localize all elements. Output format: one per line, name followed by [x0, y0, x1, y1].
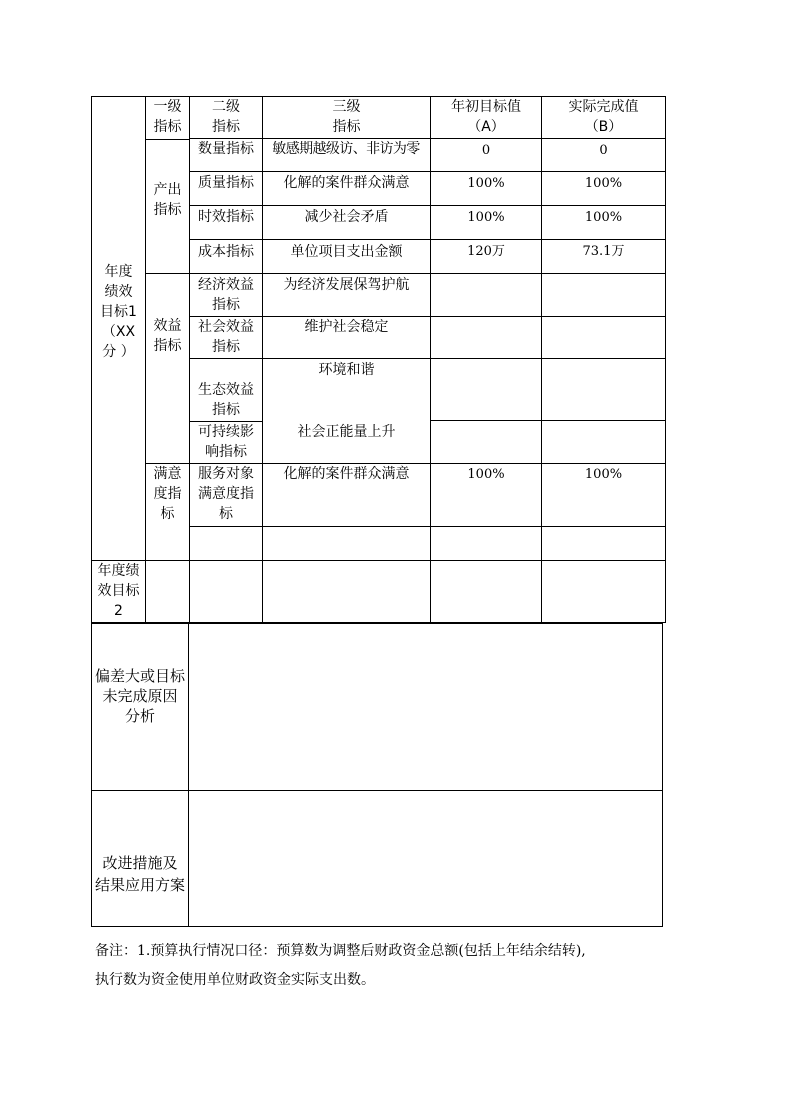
benefit-row-l3: 为经济发展保驾护航 [283, 277, 410, 293]
output-row-target: 0 [481, 143, 491, 158]
output-row-l2: 时效指标 [198, 209, 254, 225]
note-line-2: 执行数为资金使用单位财政资金实际支出数。 [95, 972, 375, 988]
goal2-label: 年度绩 效目标 2 [97, 563, 140, 619]
output-row-target: 100% [467, 210, 505, 225]
row-line [145, 139, 189, 140]
satisfaction-row-l2: 服务对象 满意度指 标 [198, 466, 254, 522]
note-line-1: 备注：1.预算执行情况口径：预算数为调整后财政资金总额(包括上年结余结转), [95, 943, 586, 959]
improvement-content [189, 791, 662, 926]
lower-col-line [662, 623, 663, 927]
output-row-l3: 敏感期越级访、非访为零 [272, 141, 420, 157]
col-line [665, 96, 666, 623]
header-level1: 一级 指标 [153, 99, 182, 135]
header-level3: 三级 指标 [332, 99, 361, 135]
output-row-l3: 化解的案件群众满意 [283, 175, 410, 191]
satisfaction-category-label: 满意 度指 标 [153, 466, 182, 522]
row-line [91, 560, 666, 561]
row-line [189, 239, 666, 240]
output-row-l3: 单位项目支出金额 [290, 244, 403, 260]
header-level2: 二级 指标 [212, 99, 240, 135]
output-row-l2: 数量指标 [198, 141, 254, 157]
benefit-row-l2: 生态效益 指标 [198, 382, 254, 418]
output-row-l2: 成本指标 [198, 244, 254, 260]
row-line [189, 171, 666, 172]
row-line [189, 526, 666, 527]
satisfaction-row-target: 100% [467, 467, 505, 482]
row-line [430, 420, 666, 421]
output-row-l2: 质量指标 [198, 175, 254, 191]
output-row-target: 120万 [467, 244, 505, 259]
header-target: 年初目标值 （A） [451, 99, 521, 135]
output-row-actual: 100% [584, 210, 623, 225]
benefit-category-label: 效益 指标 [153, 318, 182, 354]
lower-table-bottom [91, 926, 663, 927]
row-line [189, 205, 666, 206]
output-row-target: 100% [467, 176, 505, 191]
output-category-label: 产出 指标 [153, 182, 182, 218]
output-row-actual: 0 [599, 143, 608, 158]
output-row-actual: 73.1万 [582, 244, 625, 259]
benefit-row-l3: 维护社会稳定 [304, 319, 389, 335]
benefit-row-l3: 社会正能量上升 [297, 424, 396, 440]
deviation-label: 偏差大或目标 未完成原因 分析 [94, 667, 185, 725]
benefit-row-l2: 可持续影 响指标 [198, 424, 254, 460]
header-actual: 实际完成值 （B） [568, 99, 639, 135]
satisfaction-row-actual: 100% [584, 467, 623, 482]
row-line [189, 358, 666, 359]
satisfaction-row-l3: 化解的案件群众满意 [283, 466, 410, 482]
output-row-actual: 100% [584, 176, 623, 191]
benefit-row-l2: 社会效益 指标 [198, 319, 254, 355]
improvement-label: 改进措施及 结果应用方案 [94, 854, 185, 894]
benefit-row-l3: 环境和谐 [318, 362, 375, 378]
row-line [145, 273, 666, 274]
goal1-label: 年度 绩效 目标1 （XX 分 ） [100, 264, 137, 360]
col-line [145, 96, 146, 623]
output-row-l3: 减少社会矛盾 [304, 209, 389, 225]
benefit-row-l2: 经济效益 指标 [198, 277, 254, 313]
deviation-content [189, 624, 662, 790]
